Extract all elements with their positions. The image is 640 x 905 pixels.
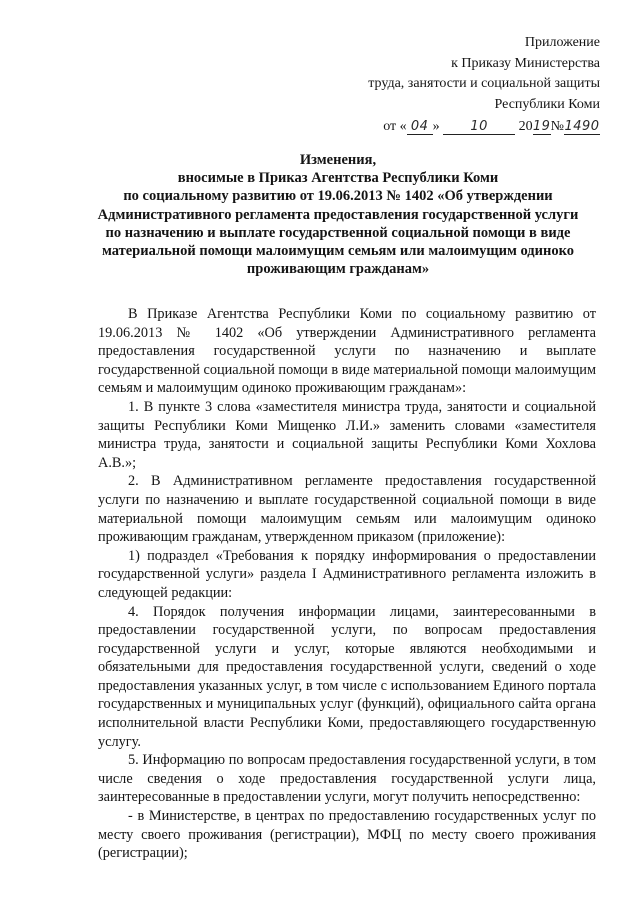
title-line-5: по назначению и выплате государственной социальной помощи в виде bbox=[105, 224, 571, 241]
header-date-line bbox=[368, 117, 600, 138]
title-line-2: вносимые в Приказ Агентства Республики Коми bbox=[177, 170, 499, 187]
paragraph-item-2: 2. В Административном регламенте предоставления государственной услуги по назначению и выплате государственной социальной помощи в виде материальной помощи малоимущим семьям или малоимущим одиноко проживающим гражданам, утвержденном приказом (приложение): bbox=[98, 473, 596, 546]
title-line-7: проживающим гражданам» bbox=[246, 261, 430, 278]
number-prefix: № bbox=[550, 119, 564, 134]
header-line-2: к Приказу Министерства bbox=[451, 55, 600, 71]
paragraph-item-1: 1. В пункте 3 слова «заместителя министра труда, занятости и социальной защиты Республики Коми Мищенко Л.И.» заменить словами «заместителя министра труда, занятости и социальной защиты Республики Коми Хохлова А.В.»; bbox=[98, 398, 596, 471]
paragraph-point-5: 5. Информацию по вопросам предоставления государственной услуги, в том числе сведения о ходе предоставления государственной услуги лица, заинтересованные в предоставлении услуги, могут получить непосредственно: bbox=[98, 752, 596, 806]
header-line-3: труда, занятости и социальной защиты bbox=[368, 76, 600, 91]
title-line-6: материальной помощи малоимущим семьям или малоимущим одиноко bbox=[101, 243, 575, 260]
date-year-prefix: 20 bbox=[518, 119, 533, 134]
date-prefix: от « bbox=[383, 119, 407, 134]
date-mid: » bbox=[432, 119, 440, 134]
date-month-handwritten: 10 bbox=[443, 119, 515, 135]
paragraph-bullet-ministry: - в Министерстве, в центрах по предоставлению государственных услуг по месту своего проживания (регистрации), МФЦ по месту своего проживания (регистрации); bbox=[98, 808, 596, 862]
order-number-handwritten: 1490 bbox=[564, 119, 600, 134]
header-line-4: Республики Коми bbox=[494, 96, 600, 112]
paragraph-intro: В Приказе Агентства Республики Коми по социальному развитию от 19.06.2013 № 1402 «Об утверждении Административного регламента предоставления государственной услуги по назначению и выплате государственной социальной помощи в виде материальной помощи малоимущим семьям и малоимущим одиноко проживающим гражданам»: bbox=[98, 306, 596, 397]
paragraph-point-4: 4. Порядок получения информации лицами, заинтересованными в предоставлении государственной услуги, по вопросам предоставления государственной услуги и услуг, которые являются необходимыми и обязательными для предоставления государственной услуги, сведений о ходе предоставления указанных услуг, в том числе с использованием Единого портала государственных и муниципальных услуг (функций), официального сайта органа исполнительной власти Республики Коми, предоставляющего государственную услугу. bbox=[98, 603, 596, 750]
title-line-4: Административного регламента предоставления государственной услуги bbox=[97, 206, 579, 223]
title-line-1: Изменения, bbox=[299, 152, 377, 168]
paragraph-subitem-1: 1) подраздел «Требования к порядку информирования о предоставлении государственной услуги» раздела I Административного регламента изложить в следующей редакции: bbox=[98, 547, 596, 601]
header-line-1: Приложение bbox=[524, 35, 600, 50]
document-title bbox=[80, 151, 596, 278]
title-line-3: по социальному развитию от 19.06.2013 № 1402 «Об утверждении bbox=[123, 188, 553, 205]
appendix-header bbox=[368, 33, 600, 138]
date-year-handwritten: 19 bbox=[532, 119, 551, 134]
date-day-handwritten: 04 bbox=[407, 119, 433, 135]
document-body bbox=[98, 305, 596, 863]
